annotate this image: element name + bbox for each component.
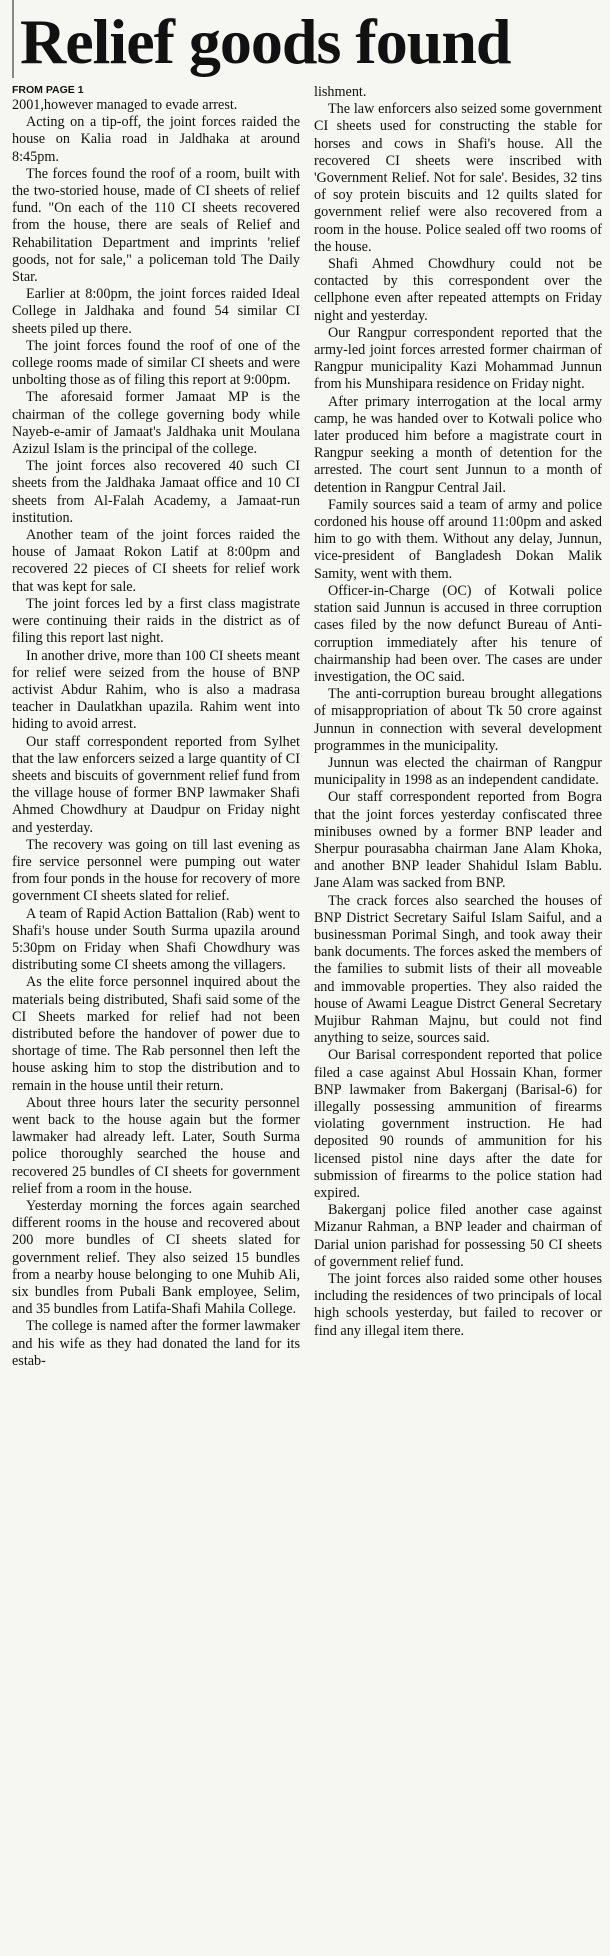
article-paragraph: lishment. — [314, 84, 367, 100]
article-paragraph: Shafi Ahmed Chowdhury could not be contacted by this correspondent over the cellphone even after repeated attempts on Friday night and yesterday. — [314, 256, 602, 324]
article-paragraph: The joint forces found the roof of one of the college rooms made of similar CI sheets and were unbolting those as of filing this report at 9:00pm. — [12, 337, 300, 389]
article-paragraph: Our Barisal correspondent reported that police filed a case against Abul Hossain Khan, former BNP lawmaker from Bakerganj (Barisal-6) for illegally possessing ammunition of firearms violating government instruction. He had deposited 90 rounds of ammunition for his licensed pistol nine days after the date for submission of firearms to the police station had expired. — [314, 1047, 602, 1201]
kicker: FROM PAGE 1 — [12, 84, 84, 96]
article-paragraph: Our staff correspondent reported from Sylhet that the law enforcers seized a large quantity of CI sheets and biscuits of government relief fund from the village house of former BNP lawmaker Shafi Ahmed Chowdhury at Daudpur on Friday night and yesterday. — [12, 733, 300, 836]
article-paragraph: Officer-in-Charge (OC) of Kotwali police station said Junnun is accused in three corruption cases filed by the now defunct Bureau of Anti-corruption immediately after his tenure of chairmanship had been over. The cases are under investigation, the OC said. — [314, 582, 602, 685]
headline: Relief goods found — [12, 0, 602, 78]
article-paragraph: Family sources said a team of army and police cordoned his house off around 11:00pm and asked him to go with them. Without any delay, Junnun, vice-president of Bangladesh Dokan Malik Samity, went with them. — [314, 496, 602, 582]
article-column-left — [12, 84, 300, 1370]
article-paragraph: 2001,however managed to evade arrest. — [12, 97, 238, 113]
article-paragraph: In another drive, more than 100 CI sheets meant for relief were seized from the house of BNP activist Abdur Rahim, who is also a madrasa teacher in Daulatkhan upazila. Rahim went into hiding to avoid arrest. — [12, 647, 300, 733]
article-paragraph: The college is named after the former lawmaker and his wife as they had donated the land for its estab- — [12, 1318, 300, 1369]
article-paragraph: The joint forces also recovered 40 such CI sheets from the Jaldhaka Jamaat office and 10 CI sheets from Al-Falah Academy, a Jamaat-run institution. — [12, 458, 300, 526]
article-paragraph: After primary interrogation at the local army camp, he was handed over to Kotwali police who later produced him before a magistrate court in Rangpur seeking a month of detention for the arrested. The court sent Junnun to a month of detention in Rangpur Central Jail. — [314, 393, 602, 496]
article-paragraph: Acting on a tip-off, the joint forces raided the house on Kalia road in Jaldhaka at around 8:45pm. — [12, 114, 300, 165]
article-paragraph: A team of Rapid Action Battalion (Rab) went to Shafi's house under South Surma upazila around 5:30pm on Friday when Shafi Chowdhury was distributing some CI sheets among the villagers. — [12, 905, 300, 974]
article-paragraph: Yesterday morning the forces again searched different rooms in the house and recovered about 200 more bundles of CI sheets slated for government relief. They also seized 15 bundles from a nearby house belonging to one Muhib Ali, six bundles from Pubali Bank employee, Selim, and 35 bundles from Latifa-Shafi Mahila College. — [12, 1198, 300, 1318]
article-paragraph: The law enforcers also seized some government CI sheets used for constructing the stable for horses and cows in Shafi's house. All the recovered CI sheets were inscribed with 'Government Relief. Not for sale'. Besides, 32 tins of soy protein biscuits and 12 quilts slated for government relief were also recovered from a room in the house. Police sealed off two rooms of the house. — [314, 101, 602, 255]
article-column-right — [314, 84, 602, 1370]
article-paragraph: Another team of the joint forces raided the house of Jamaat Rokon Latif at 8:00pm and recovered 22 pieces of CI sheets for relief work that was kept for sale. — [12, 527, 300, 595]
article-paragraph: The anti-corruption bureau brought allegations of misappropriation of about Tk 50 crore against Junnun in connection with several development programmes in the municipality. — [314, 686, 602, 754]
article-paragraph: The aforesaid former Jamaat MP is the chairman of the college governing body while Nayeb-e-amir of Jamaat's Jaldhaka unit Moulana Azizul Islam is the principal of the college. — [12, 389, 300, 458]
article-paragraph: As the elite force personnel inquired about the materials being distributed, Shafi said some of the CI Sheets marked for relief had not been distributed before the handover of power due to shortage of time. The Rab personnel then left the house asking him to stop the distribution and to remain in the house until their return. — [12, 974, 300, 1094]
article-paragraph: Our staff correspondent reported from Bogra that the joint forces yesterday confiscated three minibuses owned by a former BNP leader and Sherpur pourasabha chairman Jane Alam Khoka, and another BNP leader Shahidul Islam Bablu. Jane Alam was sacked from BNP. — [314, 789, 602, 892]
article-paragraph: The recovery was going on till last evening as fire service personnel were pumping out water from four ponds in the house for recovery of more government CI sheets slated for relief. — [12, 836, 300, 905]
article-paragraph: Earlier at 8:00pm, the joint forces raided Ideal College in Jaldhaka and found 54 similar CI sheets piled up there. — [12, 286, 300, 337]
article-paragraph: About three hours later the security personnel went back to the house again but the former lawmaker had already left. Later, South Surma police thoroughly searched the house and recovered 25 bundles of CI sheets for government relief from a room in the house. — [12, 1094, 300, 1197]
article-paragraph: Junnun was elected the chairman of Rangpur municipality in 1998 as an independent candidate. — [314, 754, 602, 789]
article-paragraph: The forces found the roof of a room, built with the two-storied house, made of CI sheets of relief fund. "On each of the 110 CI sheets recovered from the house, there are seals of Relief and Rehabilitation Department and imprints 'relief goods, not for sale," a policeman told The Daily Star. — [12, 165, 300, 286]
article-columns — [12, 84, 602, 1370]
article-paragraph: Bakerganj police filed another case against Mizanur Rahman, a BNP leader and chairman of Darial union parishad for possessing 50 CI sheets of government relief fund. — [314, 1202, 602, 1270]
article-paragraph: The joint forces led by a first class magistrate were continuing their raids in the district as of filing this report last night. — [12, 595, 300, 647]
article-paragraph: Our Rangpur correspondent reported that the army-led joint forces arrested former chairman of Rangpur municipality Kazi Mohammad Junnun from his Munshipara residence on Friday night. — [314, 324, 602, 393]
article-paragraph: The crack forces also searched the houses of BNP District Secretary Saiful Islam Saiful, and a businessman Porimal Singh, and took away their bank documents. The forces asked the members of the families to submit lists of their all moveable and immovable properties. They also raided the house of Awami League Distrct General Secretary Mujibur Rahman Majnu, but could not find anything to seize, sources said. — [314, 892, 602, 1047]
article-paragraph: The joint forces also raided some other houses including the residences of two principals of local high schools yesterday, but failed to recover or find any illegal item there. — [314, 1271, 602, 1339]
